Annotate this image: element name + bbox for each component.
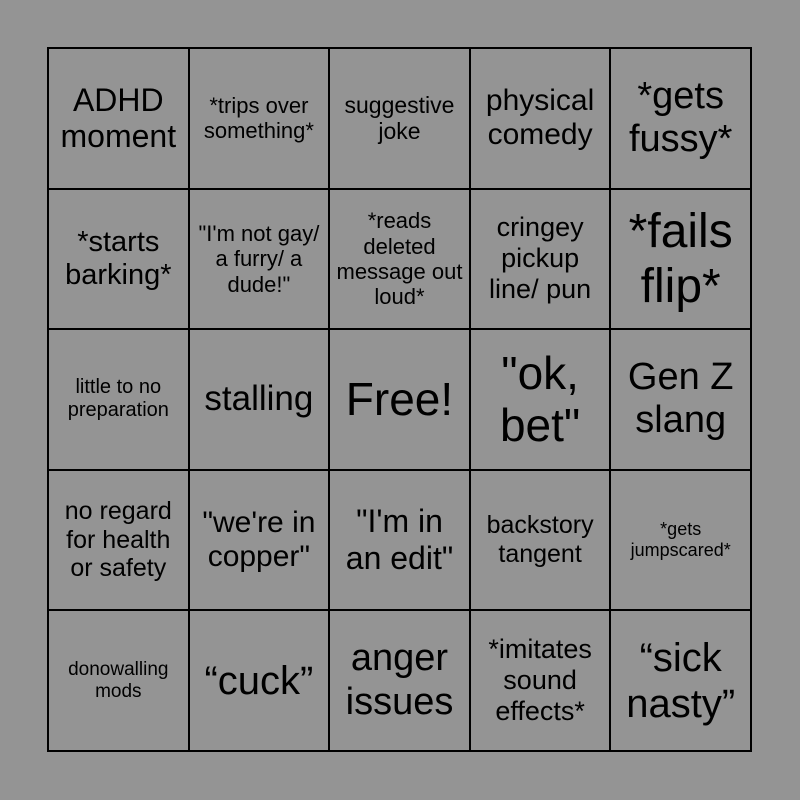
bingo-cell[interactable] <box>610 48 751 189</box>
cell-label: physical comedy <box>485 83 595 152</box>
bingo-cell[interactable] <box>48 470 189 611</box>
cell-label: "I'm not gay/ a furry/ a dude!" <box>198 220 320 297</box>
cell-label: Gen Z slang <box>627 355 734 442</box>
bingo-cell[interactable] <box>470 48 611 189</box>
cell-label: backstory tangent <box>486 511 594 569</box>
cell-label: anger issues <box>345 637 454 723</box>
bingo-cell[interactable] <box>189 48 330 189</box>
cell-label: *reads deleted message out loud* <box>336 208 463 310</box>
cell-label: cringey pickup line/ pun <box>489 212 592 305</box>
bingo-cell[interactable] <box>610 329 751 470</box>
bingo-cell[interactable] <box>189 329 330 470</box>
bingo-cell[interactable] <box>470 329 611 470</box>
cell-label: *gets jumpscared* <box>630 519 731 561</box>
cell-label: *trips over something* <box>203 93 314 144</box>
bingo-cell[interactable] <box>48 329 189 470</box>
bingo-cell[interactable] <box>329 48 470 189</box>
bingo-cell[interactable] <box>48 610 189 751</box>
bingo-cell[interactable] <box>470 470 611 611</box>
bingo-cell[interactable] <box>189 189 330 330</box>
cell-label: "I'm in an edit" <box>345 503 454 577</box>
cell-label: ADHD moment <box>60 81 177 155</box>
bingo-cell[interactable] <box>610 189 751 330</box>
cell-label: *gets fussy* <box>628 74 733 161</box>
bingo-board <box>47 47 752 752</box>
bingo-cell[interactable] <box>470 189 611 330</box>
cell-label: *fails flip* <box>628 204 733 313</box>
bingo-cell[interactable] <box>48 189 189 330</box>
cell-label: no regard for health or safety <box>64 496 172 583</box>
bingo-cell[interactable] <box>329 470 470 611</box>
bingo-cell[interactable] <box>189 610 330 751</box>
cell-label: "ok, bet" <box>499 346 581 452</box>
cell-label: “sick nasty” <box>626 635 736 726</box>
cell-label: "we're in copper" <box>202 505 316 574</box>
cell-label: little to no preparation <box>67 376 169 422</box>
bingo-cell[interactable] <box>610 470 751 611</box>
bingo-cell[interactable] <box>470 610 611 751</box>
bingo-cell[interactable] <box>329 189 470 330</box>
cell-label: donowalling mods <box>68 658 169 702</box>
bingo-cell[interactable] <box>329 610 470 751</box>
cell-label: Free! <box>345 373 454 426</box>
bingo-cell[interactable] <box>610 610 751 751</box>
bingo-cell[interactable] <box>189 470 330 611</box>
cell-label: stalling <box>204 379 314 419</box>
bingo-cell[interactable] <box>48 48 189 189</box>
cell-label: suggestive joke <box>344 91 455 145</box>
free-space-cell[interactable] <box>329 329 470 470</box>
cell-label: “cuck” <box>204 658 314 703</box>
cell-label: *starts barking* <box>65 225 172 291</box>
cell-label: *imitates sound effects* <box>488 634 592 727</box>
